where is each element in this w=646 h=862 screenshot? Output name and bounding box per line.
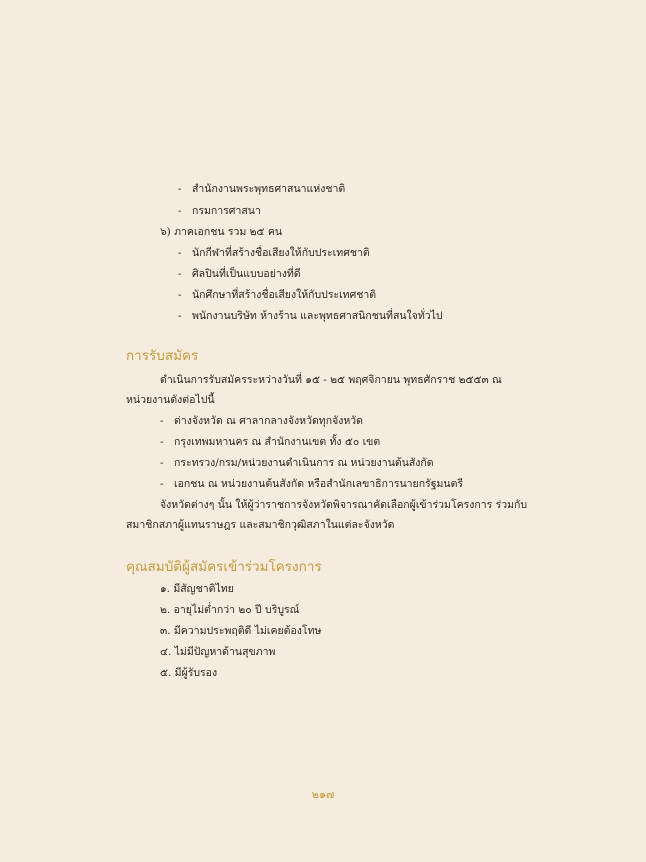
paragraph-line: สมาชิกสภาผู้แทนราษฎร และสมาชิกวุฒิสภาในแต่ละจังหวัด xyxy=(126,519,395,531)
bullet-dash: - xyxy=(160,457,164,469)
list-item: พนักงานบริษัท ห้างร้าน และพุทธศาสนิกชนที่สนใจทั่วไป xyxy=(192,310,443,322)
bullet-dash: - xyxy=(160,415,164,427)
group-header: ๖) ภาคเอกชน รวม ๒๕ คน xyxy=(160,226,283,238)
list-item: ๒. อายุไม่ต่ำกว่า ๒๐ ปี บริบูรณ์ xyxy=(160,604,300,616)
paragraph-line: ดำเนินการรับสมัครระหว่างวันที่ ๑๕ - ๒๕ พฤศจิกายน พุทธศักราช ๒๕๕๓ ณ xyxy=(160,374,502,386)
page-number: ๒๑๗ xyxy=(311,788,335,801)
section-heading-qualifications: คุณสมบัติผู้สมัครเข้าร่วมโครงการ xyxy=(126,559,322,575)
list-item: ๕. มีผู้รับรอง xyxy=(160,667,218,679)
list-item: ต่างจังหวัด ณ ศาลากลางจังหวัดทุกจังหวัด xyxy=(174,415,363,427)
bullet-dash: - xyxy=(160,478,164,490)
bullet-dash: - xyxy=(178,205,182,217)
list-item: ศิลปินที่เป็นแบบอย่างที่ดี xyxy=(192,268,301,280)
list-item: กระทรวง/กรม/หน่วยงานดำเนินการ ณ หน่วยงานต้นสังกัด xyxy=(174,457,434,469)
list-item: สำนักงานพระพุทธศาสนาแห่งชาติ xyxy=(192,183,346,195)
bullet-dash: - xyxy=(178,247,182,259)
section-heading-registration: การรับสมัคร xyxy=(126,348,199,364)
paragraph-line: จังหวัดต่างๆ นั้น ให้ผู้ว่าราชการจังหวัดพิจารณาคัดเลือกผู้เข้าร่วมโครงการ ร่วมกับ xyxy=(160,499,528,511)
list-item: กรมการศาสนา xyxy=(192,205,261,217)
list-item: เอกชน ณ หน่วยงานต้นสังกัด หรือสำนักเลขาธิการนายกรัฐมนตรี xyxy=(174,478,464,490)
list-item: ๔. ไม่มีปัญหาด้านสุขภาพ xyxy=(160,646,276,658)
list-item: นักศึกษาที่สร้างชื่อเสียงให้กับประเทศชาติ xyxy=(192,289,377,301)
list-item: นักกีฬาที่สร้างชื่อเสียงให้กับประเทศชาติ xyxy=(192,247,370,259)
list-item: ๓. มีความประพฤติดี ไม่เคยต้องโทษ xyxy=(160,625,322,637)
bullet-dash: - xyxy=(178,268,182,280)
list-item: ๑. มีสัญชาติไทย xyxy=(160,583,234,595)
list-item: กรุงเทพมหานคร ณ สำนักงานเขต ทั้ง ๕๐ เขต xyxy=(174,436,381,448)
bullet-dash: - xyxy=(178,183,182,195)
paragraph-line: หน่วยงานดังต่อไปนี้ xyxy=(126,394,215,406)
bullet-dash: - xyxy=(178,310,182,322)
bullet-dash: - xyxy=(160,436,164,448)
bullet-dash: - xyxy=(178,289,182,301)
